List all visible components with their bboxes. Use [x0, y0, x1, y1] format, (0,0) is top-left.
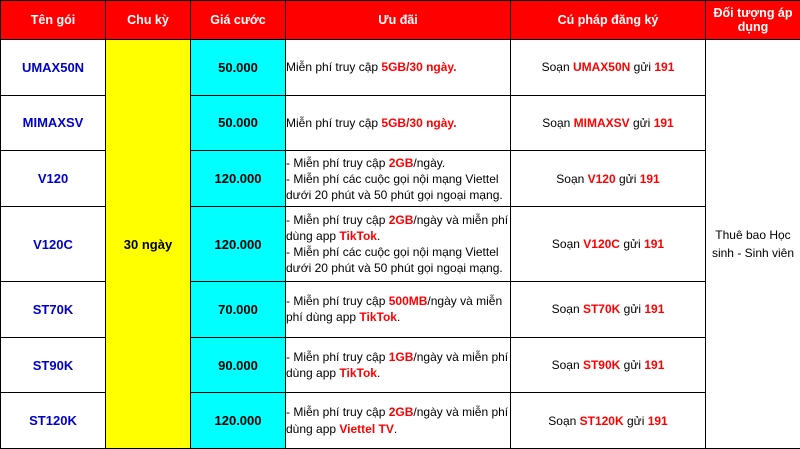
syntax-mid: gửi [615, 171, 640, 186]
offer-line2-suffix: . [376, 229, 381, 244]
offer-text: - Miễn phí truy cập [286, 294, 389, 309]
syntax-prefix: Soạn [551, 302, 583, 317]
cell-syntax [511, 95, 706, 151]
offer-suffix: /ngày. [413, 155, 446, 170]
cell-price: 120.000 [191, 393, 286, 449]
syntax-number: 191 [644, 237, 665, 252]
cell-package-name: V120 [1, 151, 106, 207]
syntax-number: 191 [653, 115, 674, 130]
syntax-mid: gửi [623, 413, 648, 428]
offer-highlight: 500MB [388, 294, 428, 309]
offer-line2-suffix: . [396, 310, 401, 325]
header-cell-price: Giá cước [191, 1, 286, 40]
syntax-code: UMAX50N [572, 60, 631, 75]
cell-syntax [511, 151, 706, 207]
offer-suffix: /ngày và miễn phí dùng app [286, 212, 509, 244]
syntax-code: MIMAXSV [573, 115, 630, 130]
syntax-number: 191 [644, 358, 665, 372]
syntax-mid: gửi [629, 115, 654, 130]
cell-package-name: ST120K [1, 393, 106, 449]
syntax-prefix: Soạn [556, 171, 588, 186]
cell-offer [286, 95, 511, 151]
offer-app-name: TikTok [339, 229, 377, 244]
offer-highlight: 1GB [388, 349, 414, 364]
offer-line2-suffix: . [393, 421, 398, 436]
offer-highlight: 2GB [388, 212, 414, 227]
syntax-prefix: Soạn [548, 413, 580, 428]
offer-suffix: /ngày và miễn phí dùng app [286, 405, 509, 436]
cell-package-name: V120C [1, 207, 106, 282]
syntax-number: 191 [639, 171, 660, 186]
syntax-mid: gửi [620, 302, 645, 317]
cell-offer [286, 282, 511, 338]
offer-text: Miễn phí truy cập [286, 60, 382, 75]
cell-package-name: ST90K [1, 337, 106, 393]
cell-package-name: ST70K [1, 282, 106, 338]
cell-price: 120.000 [191, 207, 286, 282]
cell-cycle: 30 ngày [106, 40, 191, 449]
cell-package-name: MIMAXSV [1, 95, 106, 151]
cell-offer [286, 151, 511, 207]
table-header [1, 1, 800, 40]
syntax-code: ST70K [582, 302, 621, 317]
cell-offer [286, 40, 511, 96]
header-cell-offer: Ưu đãi [286, 1, 511, 40]
offer-suffix: /ngày và miễn phí dùng app [286, 349, 509, 380]
cell-syntax [511, 207, 706, 282]
cell-price: 120.000 [191, 151, 286, 207]
syntax-code: V120C [583, 237, 620, 252]
table-row [1, 40, 800, 96]
cell-syntax [511, 40, 706, 96]
offer-text: - Miễn phí truy cập [286, 212, 389, 227]
offer-line3: - Miễn phí các cuộc gọi nội mạng Viettel dưới 20 phút và 50 phút gọi ngoại mạng. [286, 245, 503, 276]
offer-app-name: Viettel TV [339, 421, 394, 436]
cell-target-audience: Thuê bao Học sinh - Sinh viên [706, 40, 800, 449]
cell-price: 90.000 [191, 337, 286, 393]
syntax-mid: gửi [620, 358, 645, 372]
cell-syntax [511, 282, 706, 338]
header-cell-package-name: Tên gói [1, 1, 106, 40]
offer-suffix: /ngày và miễn phí dùng app [286, 294, 503, 325]
cell-syntax [511, 393, 706, 449]
offer-text: - Miễn phí truy cập [286, 349, 389, 364]
syntax-code: ST120K [579, 413, 624, 428]
offer-app-name: TikTok [339, 366, 377, 380]
cell-price: 50.000 [191, 40, 286, 96]
syntax-number: 191 [647, 413, 668, 428]
cell-price: 70.000 [191, 282, 286, 338]
header-row [1, 1, 800, 40]
syntax-number: 191 [644, 302, 665, 317]
cell-offer [286, 337, 511, 393]
syntax-prefix: Soạn [551, 358, 583, 372]
syntax-mid: gửi [619, 237, 645, 252]
cell-syntax [511, 337, 706, 393]
cell-package-name: UMAX50N [1, 40, 106, 96]
syntax-code: ST90K [582, 358, 621, 372]
offer-text: Miễn phí truy cập [286, 115, 382, 130]
cell-price: 50.000 [191, 95, 286, 151]
cell-offer [286, 207, 511, 282]
offer-highlight: 2GB [388, 405, 414, 420]
syntax-code: V120 [587, 171, 616, 186]
offer-highlight: 5GB/30 ngày. [381, 60, 457, 75]
table-body [1, 40, 800, 449]
syntax-number: 191 [654, 60, 675, 75]
syntax-prefix: Soạn [551, 237, 584, 252]
offer-line2-suffix: . [376, 366, 381, 380]
syntax-mid: gửi [630, 60, 655, 75]
offer-highlight: 5GB/30 ngày. [381, 115, 457, 130]
cell-offer [286, 393, 511, 449]
offer-app-name: TikTok [359, 310, 397, 325]
offer-highlight: 2GB [388, 155, 414, 170]
syntax-prefix: Soạn [541, 60, 573, 75]
header-cell-target: Đối tượng áp dụng [706, 1, 800, 40]
offer-line2: - Miễn phí các cuộc gọi nội mạng Viettel dưới 20 phút và 50 phút gọi ngoại mạng. [286, 171, 503, 202]
header-cell-syntax: Cú pháp đăng ký [511, 1, 706, 40]
syntax-prefix: Soạn [542, 115, 574, 130]
offer-text: - Miễn phí truy cập [286, 405, 389, 420]
header-cell-cycle: Chu kỳ [106, 1, 191, 40]
offer-text: - Miễn phí truy cập [286, 155, 389, 170]
